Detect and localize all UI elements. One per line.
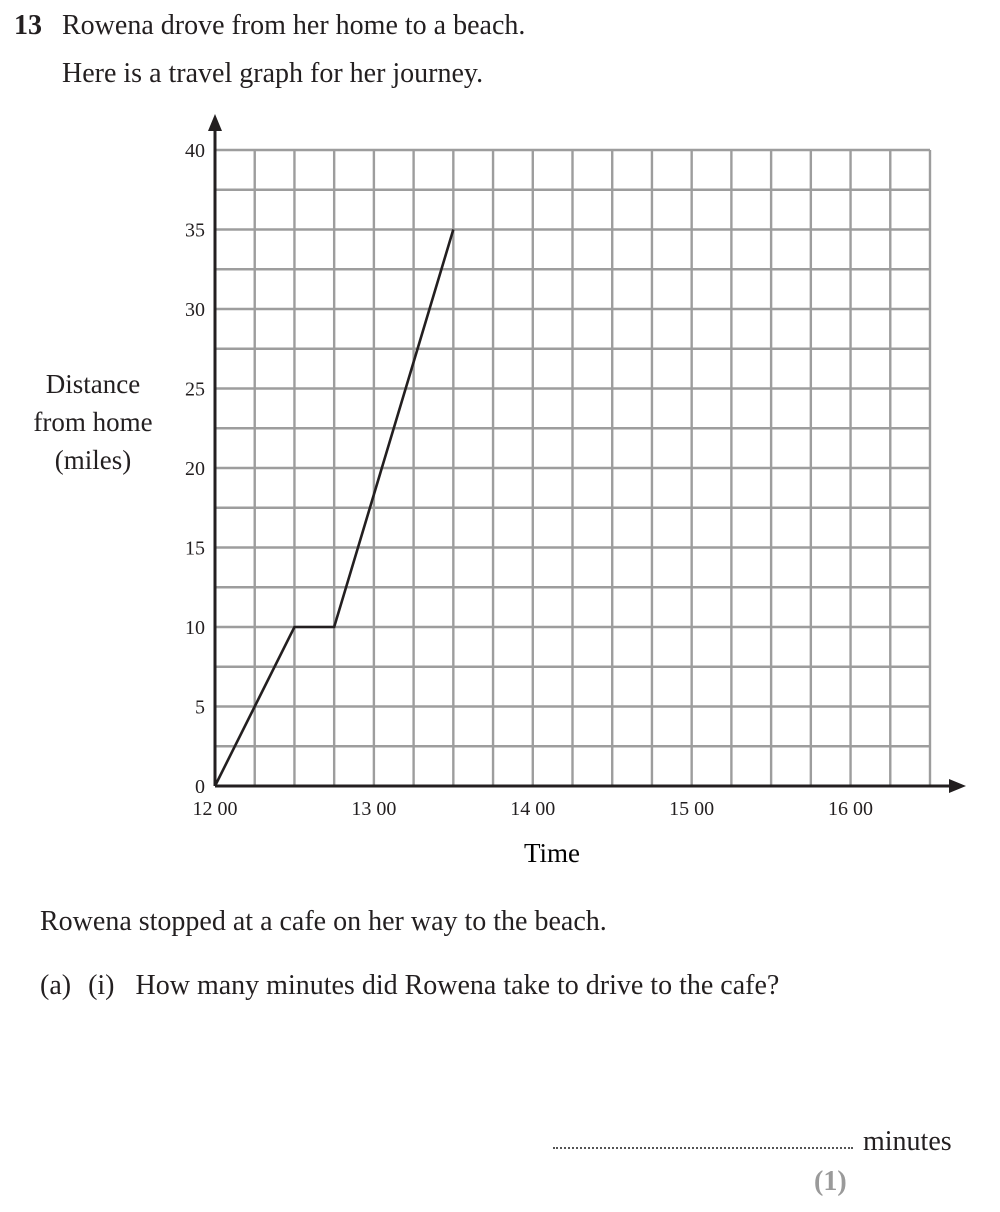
graph-intro: Here is a travel graph for her journey.	[62, 58, 484, 89]
part-question: How many minutes did Rowena take to drive to the cafe?	[135, 970, 780, 1001]
y-tick-label: 10	[185, 617, 205, 639]
y-tick-label: 30	[185, 299, 205, 321]
part-label: (a)	[40, 970, 72, 1001]
y-tick-label: 0	[195, 776, 205, 798]
x-tick-label: 16 00	[828, 798, 874, 820]
x-axis-arrow-icon	[949, 779, 966, 793]
x-tick-label: 13 00	[351, 798, 397, 820]
y-axis-label-line-2: from home	[33, 407, 153, 437]
question-text: Rowena drove from her home to a beach.	[62, 10, 526, 41]
y-axis-label-line-3: (miles)	[54, 445, 132, 475]
y-tick-labels	[185, 140, 205, 798]
y-axis-arrow-icon	[208, 114, 222, 131]
answer-unit: minutes	[863, 1126, 952, 1157]
marks-badge: (1)	[814, 1166, 847, 1197]
answer-line[interactable]	[553, 1147, 853, 1149]
y-tick-label: 5	[195, 696, 205, 719]
chart-axes	[208, 114, 966, 793]
y-tick-label: 20	[185, 458, 205, 480]
y-tick-label: 35	[185, 219, 205, 242]
follow-up-stem: Rowena stopped at a cafe on her way to the beach.	[40, 906, 607, 937]
question-part-a-i	[40, 970, 779, 1002]
x-tick-label: 15 00	[669, 798, 715, 820]
sub-part-label: (i)	[88, 970, 115, 1001]
x-tick-label: 14 00	[510, 798, 556, 820]
y-tick-label: 40	[185, 140, 205, 162]
y-tick-label: 25	[185, 378, 205, 401]
question-number: 13	[14, 10, 42, 41]
chart-grid	[215, 150, 930, 786]
x-tick-labels	[193, 798, 874, 820]
x-tick-label: 12 00	[192, 798, 238, 820]
y-axis-label-line-1: Distance	[45, 369, 141, 399]
y-tick-label: 15	[185, 537, 205, 560]
x-axis-label: Time	[523, 838, 581, 868]
